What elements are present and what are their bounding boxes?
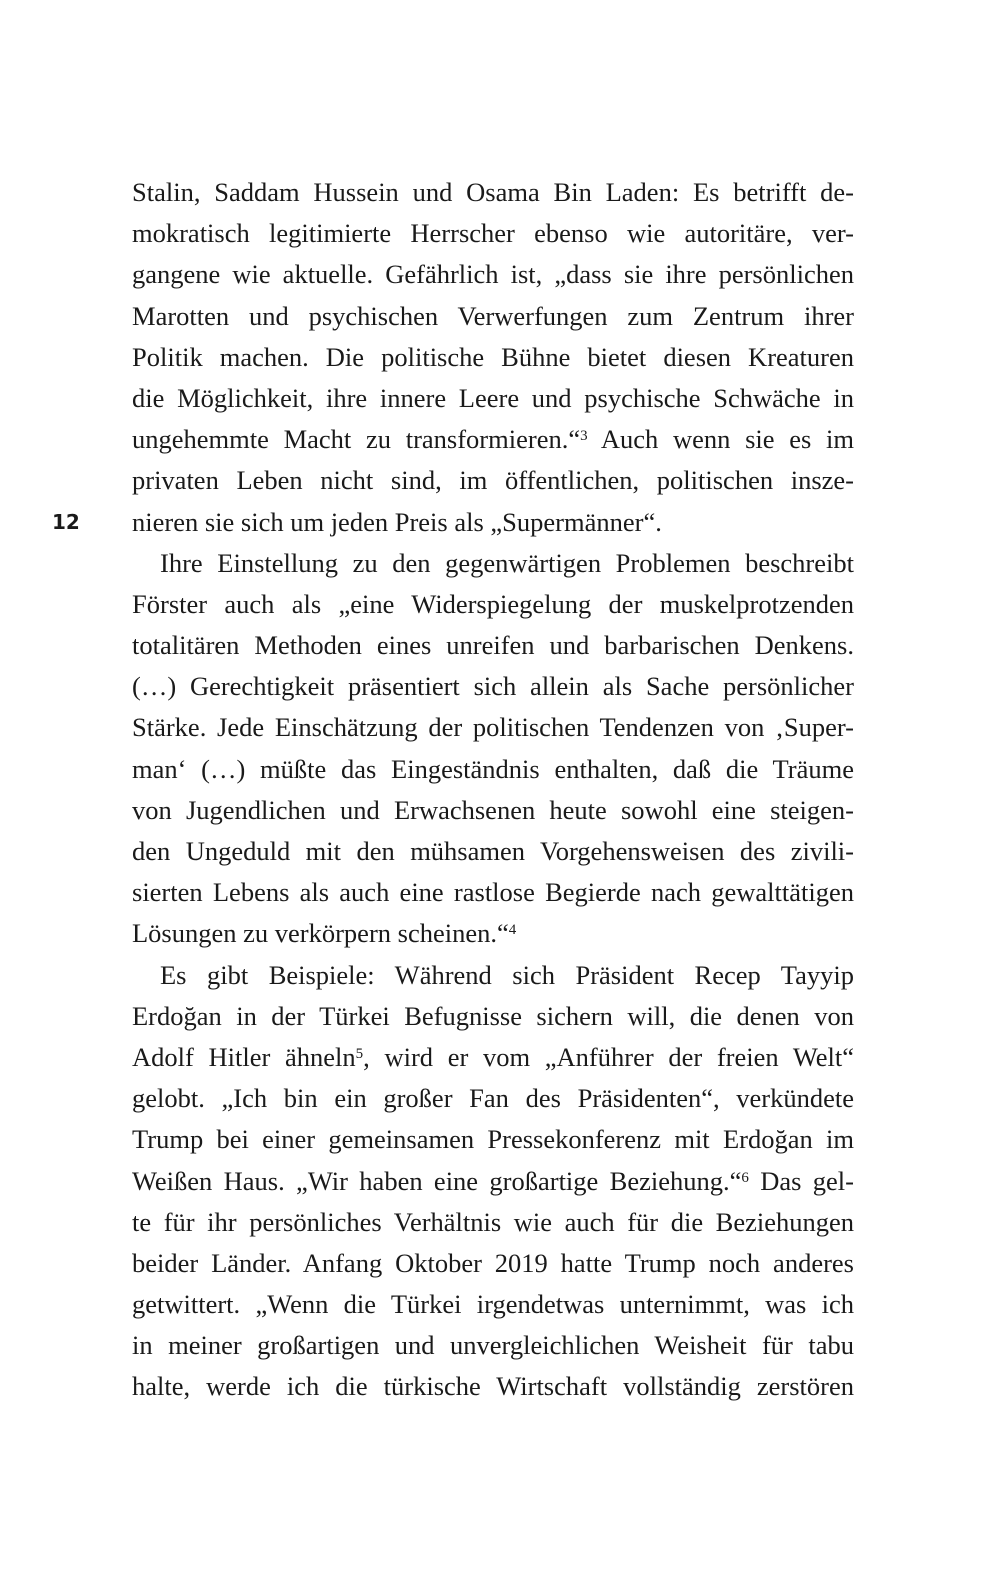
text-line: Politik machen. Die politische Bühne bietet diesen Kreaturen <box>132 341 854 372</box>
text-line: gangene wie aktuelle. Gefährlich ist, „dass sie ihre persönlichen <box>132 259 854 290</box>
text-line: halte, werde ich die türkische Wirtschaft vollständig zerstören <box>132 1371 854 1402</box>
paragraph <box>132 955 854 1408</box>
footnote-marker: 3 <box>580 427 588 444</box>
text-line: te für ihr persönliches Verhältnis wie auch für die Beziehungen <box>132 1206 854 1237</box>
body-text <box>132 172 854 1408</box>
text-line: (…) Gerechtigkeit präsentiert sich allein als Sache persönlicher <box>132 671 854 702</box>
text-line <box>132 913 854 954</box>
text-segment: ungehemmte Macht zu transformieren.“ <box>132 424 581 455</box>
text-segment: Adolf Hitler ähneln <box>132 1041 356 1072</box>
text-segment: , wird er vom „Anführer der freien Welt“ <box>363 1041 854 1072</box>
text-line: Stalin, Saddam Hussein und Osama Bin Laden: Es betrifft de- <box>132 177 854 207</box>
footnote-marker: 4 <box>508 922 517 939</box>
text-line <box>132 419 854 460</box>
text-line: sierten Lebens als auch eine rastlose Begierde nach gewalttätigen <box>132 877 854 908</box>
footnote-marker: 6 <box>741 1169 749 1186</box>
text-line: privaten Leben nicht sind, im öffentlichen, politischen insze- <box>132 465 854 496</box>
text-line: den Ungeduld mit den mühsamen Vorgehensweisen des zivili- <box>132 836 854 866</box>
text-line: Stärke. Jede Einschätzung der politischen Tendenzen von ‚Super- <box>132 712 854 743</box>
text-line: die Möglichkeit, ihre innere Leere und psychische Schwäche in <box>132 382 854 413</box>
text-line: man‘ (…) müßte das Eingeständnis enthalten, daß die Träume <box>132 753 854 784</box>
text-segment: Auch wenn sie es im <box>587 424 854 455</box>
text-line: gelobt. „Ich bin ein großer Fan des Präsidenten“, verkündete <box>132 1083 854 1114</box>
text-segment: Lösungen zu verkörpern scheinen.“ <box>132 918 509 949</box>
paragraph <box>132 172 854 543</box>
text-line: getwittert. „Wenn die Türkei irgendetwas unternimmt, was ich <box>132 1289 854 1320</box>
text-line: Es gibt Beispiele: Während sich Präsident Recep Tayyip <box>160 959 854 990</box>
text-line <box>132 1037 854 1078</box>
text-line: mokratisch legitimierte Herrscher ebenso wie autoritäre, ver- <box>132 218 854 249</box>
text-line: von Jugendlichen und Erwachsenen heute sowohl eine steigen- <box>132 794 854 825</box>
text-segment: Das gel- <box>748 1165 854 1196</box>
text-line: totalitären Methoden eines unreifen und barbarischen Denkens. <box>132 630 854 661</box>
text-segment: Weißen Haus. „Wir haben eine großartige Beziehung.“ <box>132 1165 742 1196</box>
text-line: Marotten und psychischen Verwerfungen zum Zentrum ihrer <box>132 300 854 331</box>
text-line: beider Länder. Anfang Oktober 2019 hatte Trump noch anderes <box>132 1247 854 1278</box>
paragraph <box>132 543 854 955</box>
text-line: Erdoğan in der Türkei Befugnisse sichern will, die denen von <box>132 1000 854 1031</box>
text-line: Ihre Einstellung zu den gegenwärtigen Problemen beschreibt <box>160 547 854 578</box>
text-line: nieren sie sich um jeden Preis als „Supermänner“. <box>132 506 662 537</box>
text-line <box>132 1161 854 1202</box>
page-number: 12 <box>52 510 80 534</box>
text-line: Trump bei einer gemeinsamen Pressekonferenz mit Erdoğan im <box>132 1124 854 1155</box>
text-line: in meiner großartigen und unvergleichlichen Weisheit für tabu <box>132 1330 854 1361</box>
footnote-marker: 5 <box>355 1045 364 1062</box>
text-line: Förster auch als „eine Widerspiegelung der muskelprotzenden <box>132 588 854 619</box>
